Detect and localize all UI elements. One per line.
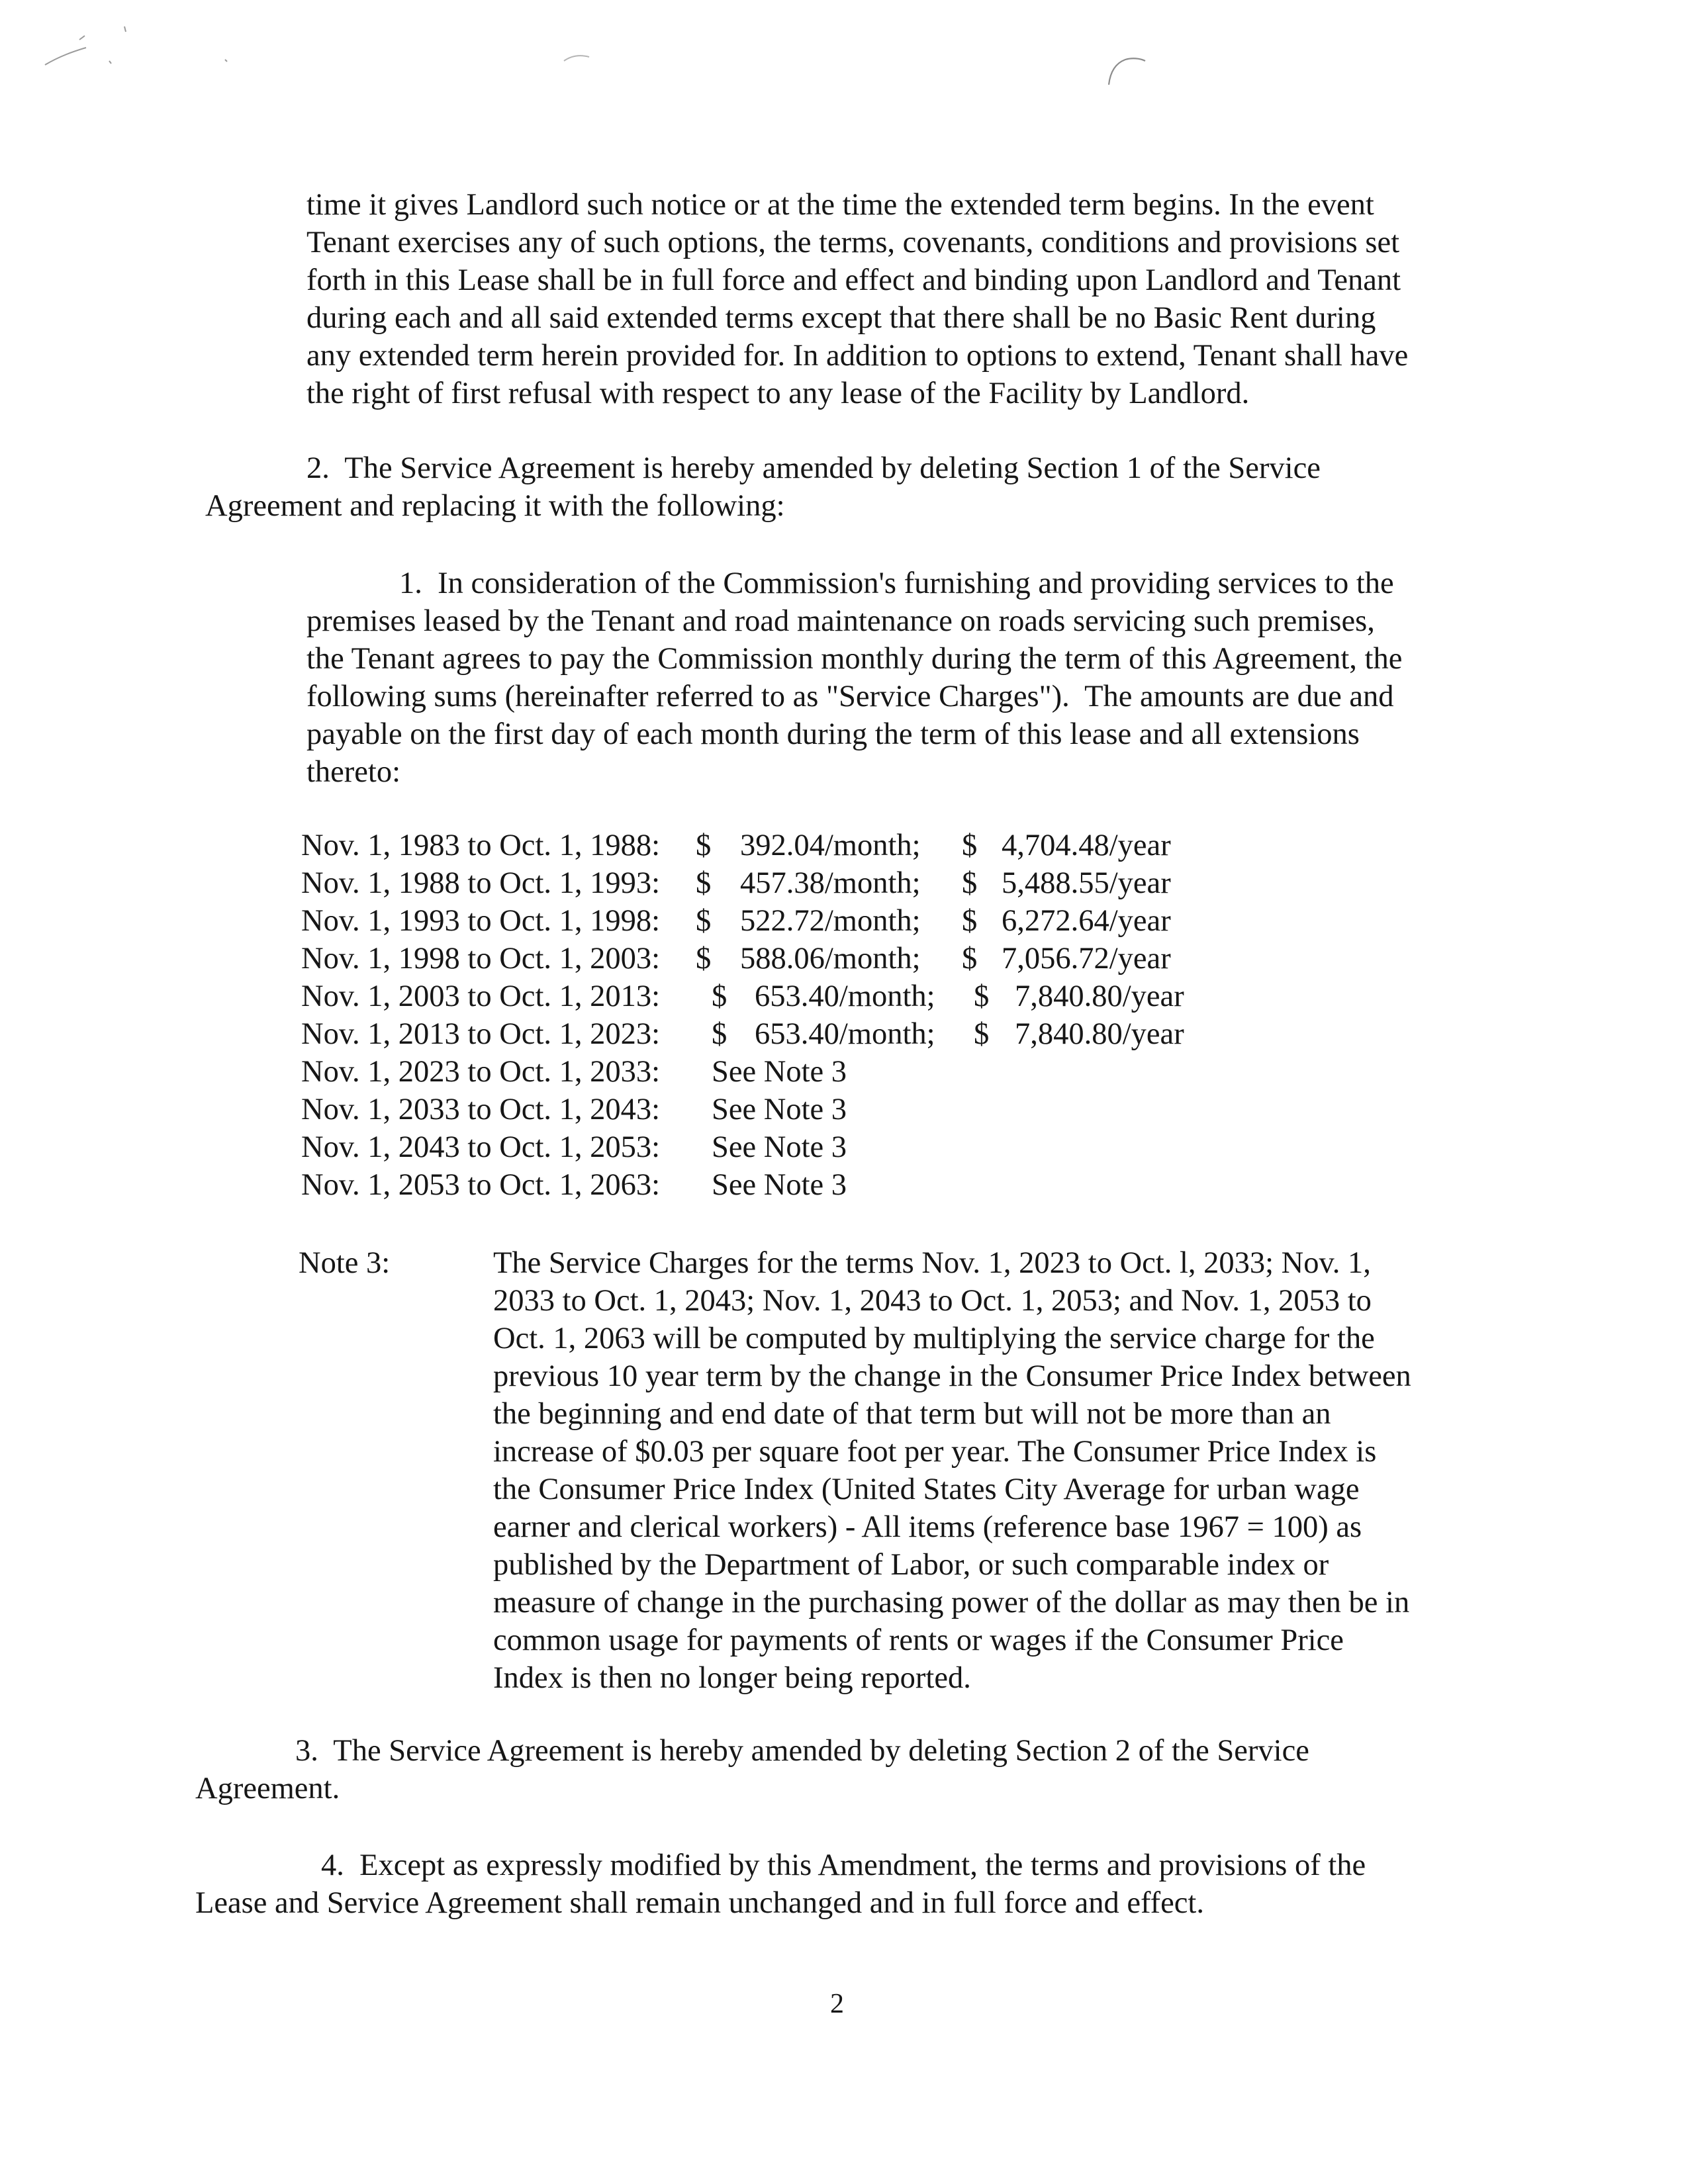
- schedule-yearly-amount: 7,840.80/year: [1015, 979, 1184, 1013]
- page-number: 2: [830, 1989, 844, 2019]
- line: common usage for payments of rents or wages if the Consumer Price: [493, 1623, 1344, 1657]
- section-3-paragraph: [195, 1732, 1486, 1807]
- line: the right of first refusal with respect to any lease of the Facility by Landlord.: [306, 377, 1250, 410]
- schedule-yearly-amount: 7,056.72/year: [1002, 942, 1171, 976]
- schedule-monthly-amount: 653.40/month;: [755, 1017, 935, 1051]
- line: 3. The Service Agreement is hereby amended by deleting Section 2 of the Service: [295, 1734, 1309, 1768]
- schedule-dollar-sign: $: [962, 942, 978, 976]
- line: time it gives Landlord such notice or at the time the extended term begins. In the event: [306, 188, 1374, 222]
- schedule-period: Nov. 1, 1993 to Oct. 1, 1998:: [301, 904, 661, 938]
- section-2-paragraph: [205, 449, 1463, 525]
- line: Index is then no longer being reported.: [493, 1661, 971, 1695]
- schedule-period: Nov. 1, 2003 to Oct. 1, 2013:: [301, 979, 661, 1013]
- schedule-period: Nov. 1, 2033 to Oct. 1, 2043:: [301, 1093, 661, 1126]
- schedule-period: Nov. 1, 1983 to Oct. 1, 1988:: [301, 829, 661, 862]
- schedule-note-reference: See Note 3: [712, 1055, 847, 1089]
- line: Tenant exercises any of such options, the terms, covenants, conditions and provisions set: [306, 226, 1400, 259]
- schedule-period: Nov. 1, 1998 to Oct. 1, 2003:: [301, 942, 661, 976]
- note-3-text: [493, 1244, 1499, 1697]
- section-2-1-paragraph: [306, 565, 1511, 791]
- line: Oct. 1, 2063 will be computed by multiplying the service charge for the: [493, 1322, 1375, 1355]
- schedule-period: Nov. 1, 2053 to Oct. 1, 2063:: [301, 1168, 661, 1202]
- schedule-period: Nov. 1, 2013 to Oct. 1, 2023:: [301, 1017, 661, 1051]
- line: 1. In consideration of the Commission's furnishing and providing services to the: [399, 567, 1394, 600]
- schedule-dollar-sign: $: [974, 1017, 990, 1051]
- schedule-dollar-sign: $: [696, 904, 712, 938]
- schedule-yearly-amount: 6,272.64/year: [1002, 904, 1171, 938]
- schedule-note-reference: See Note 3: [712, 1168, 847, 1202]
- schedule-period: Nov. 1, 2043 to Oct. 1, 2053:: [301, 1130, 661, 1164]
- line: The Service Charges for the terms Nov. 1, 2023 to Oct. l, 2033; Nov. 1,: [493, 1246, 1371, 1280]
- schedule-dollar-sign: $: [696, 829, 712, 862]
- line: premises leased by the Tenant and road maintenance on roads servicing such premises,: [306, 604, 1375, 638]
- schedule-dollar-sign: $: [962, 829, 978, 862]
- line: Agreement and replacing it with the following:: [205, 489, 785, 523]
- schedule-dollar-sign: $: [712, 1017, 727, 1051]
- schedule-note-reference: See Note 3: [712, 1093, 847, 1126]
- line: 2033 to Oct. 1, 2043; Nov. 1, 2043 to Oct. 1, 2053; and Nov. 1, 2053 to: [493, 1284, 1372, 1318]
- line: the Tenant agrees to pay the Commission monthly during the term of this Agreement, the: [306, 642, 1403, 676]
- schedule-yearly-amount: 4,704.48/year: [1002, 829, 1171, 862]
- section-4-paragraph: [195, 1846, 1486, 1922]
- line: the Consumer Price Index (United States City Average for urban wage: [493, 1473, 1360, 1506]
- schedule-monthly-amount: 522.72/month;: [740, 904, 921, 938]
- schedule-note-reference: See Note 3: [712, 1130, 847, 1164]
- schedule-yearly-amount: 7,840.80/year: [1015, 1017, 1184, 1051]
- schedule-monthly-amount: 457.38/month;: [740, 866, 921, 900]
- line: following sums (hereinafter referred to as "Service Charges"). The amounts are due and: [306, 680, 1394, 713]
- line: previous 10 year term by the change in the Consumer Price Index between: [493, 1359, 1411, 1393]
- line: increase of $0.03 per square foot per year. The Consumer Price Index is: [493, 1435, 1377, 1469]
- scan-mark-right: [1109, 58, 1145, 85]
- schedule-dollar-sign: $: [962, 904, 978, 938]
- line: 2. The Service Agreement is hereby amended by deleting Section 1 of the Service: [306, 451, 1321, 485]
- schedule-dollar-sign: $: [962, 866, 978, 900]
- line: Agreement.: [195, 1772, 340, 1805]
- line: forth in this Lease shall be in full force and effect and binding upon Landlord and Tenant: [306, 263, 1401, 297]
- schedule-dollar-sign: $: [712, 979, 727, 1013]
- scan-mark-left: [45, 26, 227, 65]
- line: during each and all said extended terms except that there shall be no Basic Rent during: [306, 301, 1376, 335]
- line: published by the Department of Labor, or such comparable index or: [493, 1548, 1329, 1582]
- line: the beginning and end date of that term but will not be more than an: [493, 1397, 1331, 1431]
- line: Lease and Service Agreement shall remain unchanged and in full force and effect.: [195, 1886, 1204, 1920]
- schedule-period: Nov. 1, 2023 to Oct. 1, 2033:: [301, 1055, 661, 1089]
- line: measure of change in the purchasing power of the dollar as may then be in: [493, 1586, 1410, 1619]
- scan-mark-center: [564, 56, 589, 61]
- line: payable on the first day of each month during the term of this lease and all extensions: [306, 717, 1360, 751]
- schedule-dollar-sign: $: [696, 866, 712, 900]
- schedule-dollar-sign: $: [974, 979, 990, 1013]
- line: earner and clerical workers) - All items (reference base 1967 = 100) as: [493, 1510, 1362, 1544]
- schedule-period: Nov. 1, 1988 to Oct. 1, 1993:: [301, 866, 661, 900]
- schedule-yearly-amount: 5,488.55/year: [1002, 866, 1171, 900]
- schedule-monthly-amount: 392.04/month;: [740, 829, 921, 862]
- line: any extended term herein provided for. In addition to options to extend, Tenant shall have: [306, 339, 1409, 373]
- lease-continuation-paragraph: [306, 186, 1511, 412]
- schedule-monthly-amount: 653.40/month;: [755, 979, 935, 1013]
- line: 4. Except as expressly modified by this Amendment, the terms and provisions of the: [321, 1848, 1366, 1882]
- scan-marks: [0, 0, 1688, 172]
- schedule-dollar-sign: $: [696, 942, 712, 976]
- schedule-monthly-amount: 588.06/month;: [740, 942, 921, 976]
- note-3-label: Note 3:: [299, 1246, 391, 1280]
- line: thereto:: [306, 755, 401, 789]
